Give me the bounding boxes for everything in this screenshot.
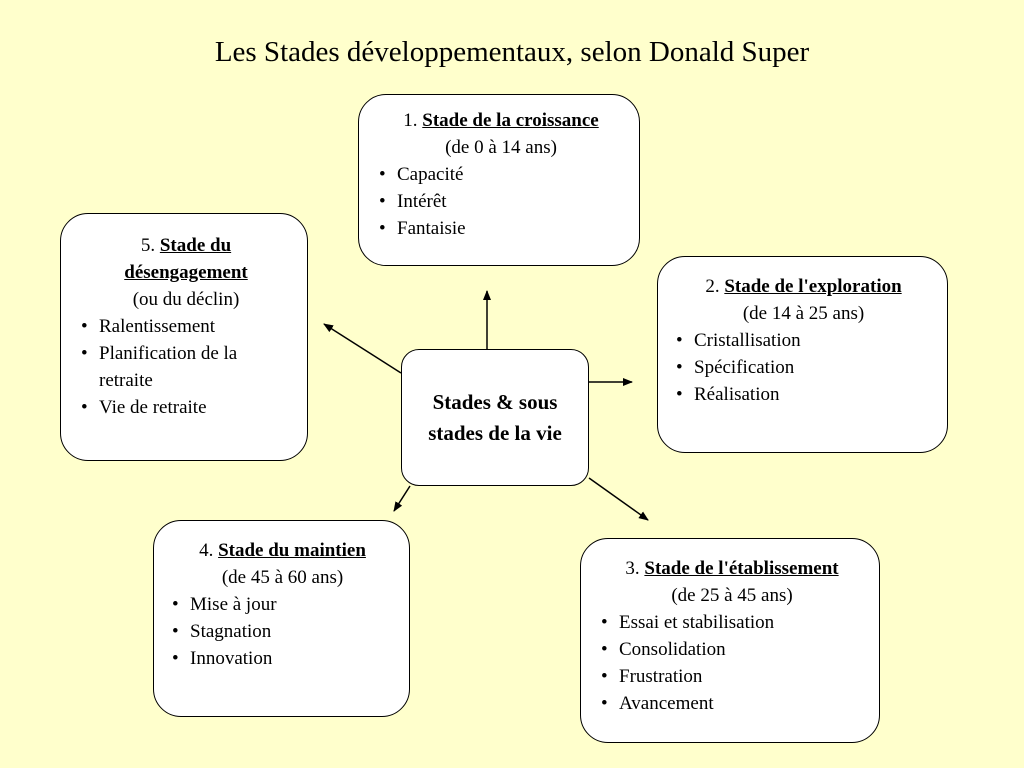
stage-number: 4.	[199, 540, 214, 561]
stage-age-range: (de 0 à 14 ans)	[445, 137, 557, 158]
stage-name: Stade de l'exploration	[724, 276, 902, 297]
arrow-to-maintien	[394, 486, 410, 511]
list-item: • Spécification	[674, 354, 933, 381]
list-item: • Frustration	[599, 663, 865, 690]
list-item: • Planification de la retraite	[79, 340, 293, 394]
stage-name: Stade de la croissance	[422, 110, 599, 131]
stage-heading	[170, 537, 395, 564]
stage-name: Stade du maintien	[218, 540, 366, 561]
stage-list	[170, 591, 395, 672]
stage-heading	[377, 107, 625, 134]
arrow-to-etablissement	[589, 478, 648, 520]
list-item: • Fantaisie	[377, 215, 625, 242]
stage-number: 5.	[140, 235, 156, 256]
list-item: • Vie de retraite	[79, 394, 293, 421]
stage-list	[377, 161, 625, 242]
stage-list	[674, 327, 933, 408]
list-item: • Innovation	[170, 645, 395, 672]
stage-etablissement-box	[580, 538, 880, 743]
stage-heading	[599, 555, 865, 582]
stage-maintien-box	[153, 520, 410, 717]
stage-number: 3.	[625, 558, 640, 579]
list-item: • Mise à jour	[170, 591, 395, 618]
list-item: • Avancement	[599, 690, 865, 717]
list-item: • Réalisation	[674, 381, 933, 408]
stage-age-range: (de 14 à 25 ans)	[742, 303, 865, 324]
stage-exploration-box	[657, 256, 948, 453]
stage-age-range: (ou du déclin)	[132, 289, 240, 310]
list-item: • Stagnation	[170, 618, 395, 645]
page-title: Les Stades développementaux, selon Donald Super	[214, 36, 810, 68]
stage-age-range: (de 25 à 45 ans)	[671, 585, 793, 606]
stage-number: 1.	[403, 110, 418, 131]
list-item: • Capacité	[377, 161, 625, 188]
stage-list	[599, 609, 865, 717]
stage-croissance-box	[358, 94, 640, 266]
stage-heading	[674, 273, 933, 300]
stage-heading	[79, 232, 293, 286]
stage-number: 2.	[705, 276, 720, 297]
center-node	[401, 349, 589, 486]
list-item: • Cristallisation	[674, 327, 933, 354]
stage-list	[79, 313, 293, 421]
list-item: • Essai et stabilisation	[599, 609, 865, 636]
arrow-to-desengagement	[324, 324, 401, 373]
stage-desengagement-box	[60, 213, 308, 461]
stage-age-range: (de 45 à 60 ans)	[221, 567, 344, 588]
list-item: • Consolidation	[599, 636, 865, 663]
list-item: • Ralentissement	[79, 313, 293, 340]
list-item: • Intérêt	[377, 188, 625, 215]
center-label: Stades & sous stades de la vie	[428, 389, 562, 445]
stage-name: Stade de l'établissement	[644, 558, 839, 579]
stage-name: Stade du désengagement	[124, 235, 248, 283]
